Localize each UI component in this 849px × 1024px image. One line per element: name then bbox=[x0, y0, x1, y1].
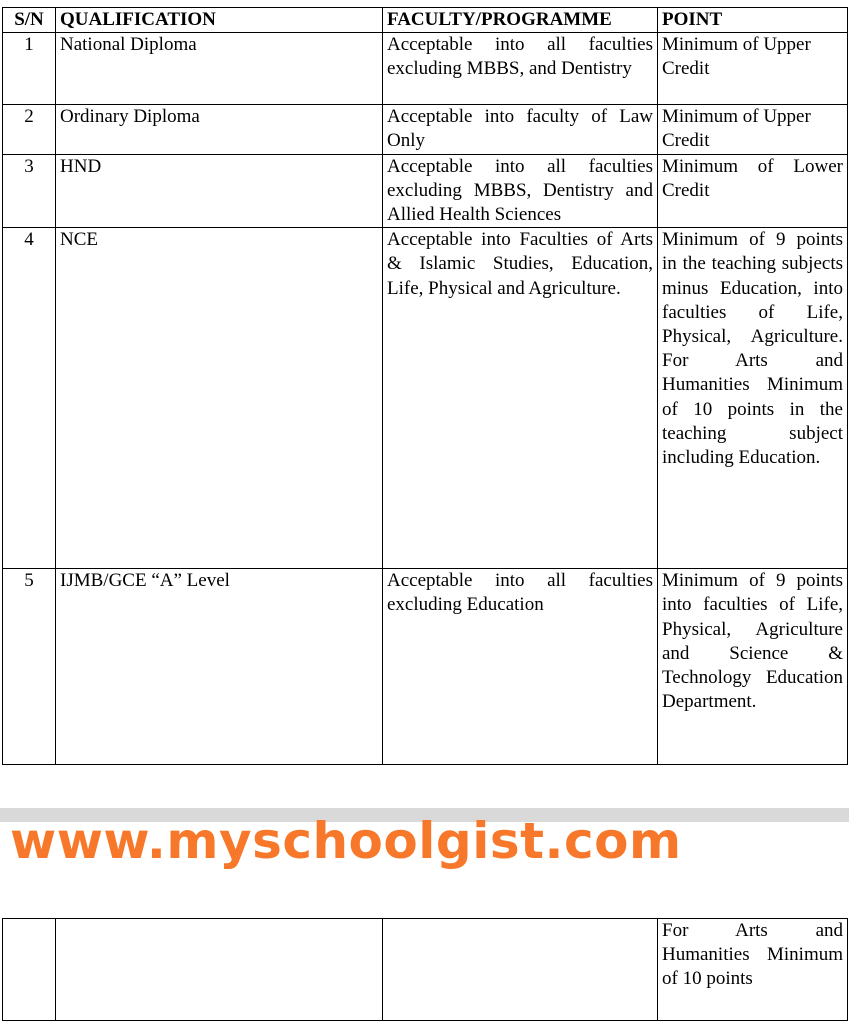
table-row bbox=[3, 569, 848, 765]
cell-qualification: National Diploma bbox=[56, 33, 383, 105]
header-faculty-programme: FACULTY/PROGRAMME bbox=[383, 8, 658, 33]
header-qualification: QUALIFICATION bbox=[56, 8, 383, 33]
cell-faculty: Acceptable into all faculties excluding MBBS, and Dentistry bbox=[383, 33, 658, 105]
cell-qualification: Ordinary Diploma bbox=[56, 105, 383, 154]
cell-point: For Arts and Humanities Minimum of 10 points bbox=[658, 919, 848, 1021]
header-point: POINT bbox=[658, 8, 848, 33]
table-row bbox=[3, 919, 848, 1021]
continuation-table bbox=[2, 918, 848, 1021]
cell-sn bbox=[3, 919, 56, 1021]
table-row bbox=[3, 154, 848, 228]
cell-faculty: Acceptable into Faculties of Arts & Islamic Studies, Education, Life, Physical and Agriculture. bbox=[383, 228, 658, 569]
cell-point: Minimum of Lower Credit bbox=[658, 154, 848, 228]
site-watermark: www.myschoolgist.com bbox=[10, 812, 682, 870]
cell-faculty: Acceptable into all faculties excluding Education bbox=[383, 569, 658, 765]
cell-qualification: HND bbox=[56, 154, 383, 228]
cell-qualification: IJMB/GCE “A” Level bbox=[56, 569, 383, 765]
cell-sn: 1 bbox=[3, 33, 56, 105]
cell-point: Minimum of Upper Credit bbox=[658, 33, 848, 105]
cell-sn: 5 bbox=[3, 569, 56, 765]
table-row bbox=[3, 33, 848, 105]
cell-qualification: NCE bbox=[56, 228, 383, 569]
cell-point: Minimum of 9 points into faculties of Life, Physical, Agriculture and Science & Technology Education Department. bbox=[658, 569, 848, 765]
table-row bbox=[3, 228, 848, 569]
cell-faculty: Acceptable into all faculties excluding MBBS, Dentistry and Allied Health Sciences bbox=[383, 154, 658, 228]
table-row bbox=[3, 105, 848, 154]
cell-sn: 2 bbox=[3, 105, 56, 154]
cell-point: Minimum of Upper Credit bbox=[658, 105, 848, 154]
cell-sn: 3 bbox=[3, 154, 56, 228]
cell-qualification bbox=[56, 919, 383, 1021]
admission-requirements-table bbox=[2, 7, 848, 765]
cell-point: Minimum of 9 points in the teaching subjects minus Education, into faculties of Life, Physical, Agriculture. For Arts and Humanities Minimum of 10 points in the teaching subject including Education. bbox=[658, 228, 848, 569]
header-sn: S/N bbox=[3, 8, 56, 33]
table-header-row bbox=[3, 8, 848, 33]
cell-faculty: Acceptable into faculty of Law Only bbox=[383, 105, 658, 154]
cell-sn: 4 bbox=[3, 228, 56, 569]
cell-faculty bbox=[383, 919, 658, 1021]
